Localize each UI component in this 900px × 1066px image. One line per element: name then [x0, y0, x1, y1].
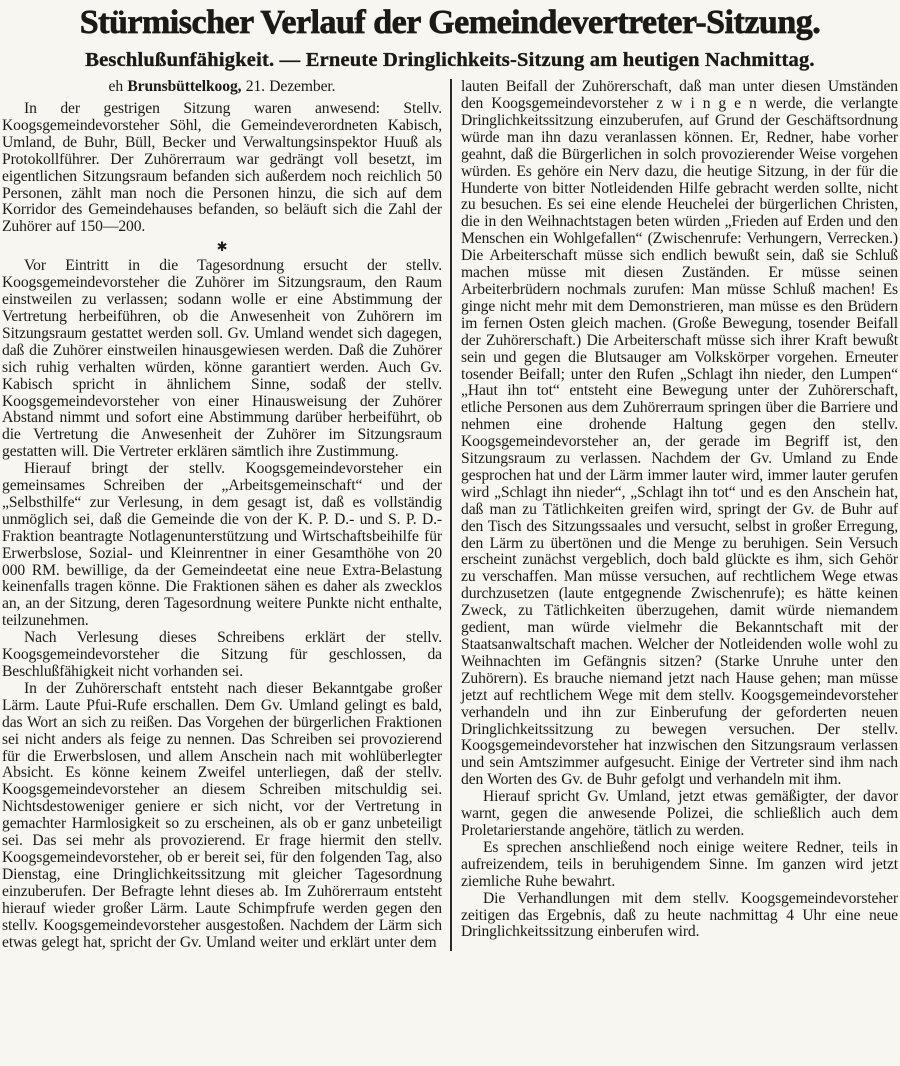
correspondent-mark: eh [108, 78, 124, 96]
article-paragraph: Hierauf bringt der stellv. Koogsgemeindevorsteher ein gemeinsames Schreiben der „Arbeitsgemeinschaft“ und der „Selbsthilfe“ zur Verlesung, in dem gesagt ist, daß es vollständig unmöglich sei, daß die Gemeinde die von der K. P. D.- und S. P. D.-Fraktion beantragte Notlagenunterstützung und Wirtschaftsbeihilfe für Erwerbslose, Sozial- und Kleinrentner in einer Gesamthöhe von 20 000 RM. bewillige, da der Gemeindeetat eine neue Extra-Belastung keinenfalls tragen könne. Die Fraktionen sähen es daher als zwecklos an, an der Sitzung, deren Tagesordnung weitere Punkte nicht enthalte, teilzunehmen. [2, 460, 442, 630]
right-column-paragraphs [461, 79, 898, 941]
article-paragraph: Nach Verlesung dieses Schreibens erklärt der stellv. Koogsgemeindevorsteher die Sitzung für geschlossen, da Beschlußfähigkeit nicht vorhanden sei. [2, 629, 442, 680]
article-paragraph: Vor Eintritt in die Tagesordnung ersucht der stellv. Koogsgemeindevorsteher die Zuhörer im Sitzungsraum, den Raum einstweilen zu verlassen; sodann wolle er eine Abstimmung der Vertretung herbeiführen, ob die Anwesenheit von Zuhörern im Sitzungsraum gestattet werden soll. Gv. Umland wendet sich dagegen, daß die Zuhörer einstweilen hinausgewiesen werden. Daß die Zuhörer sich ruhig verhalten würden, könne garantiert werden. Auch Gv. Kabisch spricht in ähnlichem Sinne, sodaß der stellv. Koogsgemeindevorsteher von einer Hinausweisung der Zuhörer Abstand nimmt und sofort eine Abstimmung darüber herbeiführt, ob die Vertretung die Anwesenheit der Zuhörer im Sitzungsraum gestatten will. Die Vertreter erklären sämtlich ihre Zustimmung. [2, 257, 442, 461]
subheadline: Beschlußunfähigkeit. — Erneute Dringlichkeits-Sitzung am heutigen Nachmittag. [85, 48, 815, 71]
article-paragraph: Die Verhandlungen mit dem stellv. Koogsgemeindevorsteher zeitigen das Ergebnis, daß zu heute nachmittag 4 Uhr eine neue Dringlichkeitssitzung einberufen wird. [461, 889, 898, 941]
dateline [2, 79, 442, 96]
article-paragraph: lauten Beifall der Zuhörerschaft, daß man unter diesen Umständen den Koogsgemeindevorsteher z w i n g e n werde, die verlangte Dringlichkeitssitzung einzuberufen, auf Grund der Geschäftsordnung würde man ihn dazu veranlassen können. Er, Redner, habe vorher geahnt, daß die Bürgerlichen in solch provozierender Weise vorgehen würden. Es gehöre ein Nerv dazu, die heutige Sitzung, in der für die Hunderte von bitter Notleidenden Hilfe gebracht werden sollte, nicht zu besuchen. Es sei eine elende Heuchelei der bürgerlichen Christen, die in den Weihnachtstagen beten würden „Frieden auf Erden und den Menschen ein Wohlgefallen“ (Zwischenrufe: Verhungern, Verrecken.) Die Arbeiterschaft müsse sich endlich bewußt sein, daß sie Schluß machen müsse mit diesen Zuständen. Er müsse seinen Arbeiterbrüdern nochmals zurufen: Man müsse Schluß machen! Es ginge nicht mehr mit dem Demonstrieren, man müsse es den Brüdern im fernen Osten gleich machen. (Große Bewegung, tosender Beifall der Zuhörerschaft.) Die Arbeiterschaft müsse sich ihrer Kraft bewußt sein und gegen die Blutsauger am Volkskörper vorgehen. Erneuter tosender Beifall; unter den Rufen „Schlagt ihn nieder, den Lumpen“ „Haut ihn tot“ entsteht eine Bewegung unter der Zuhörerschaft, etliche Personen aus dem Zuhörerraum springen über die Barriere und nehmen eine drohende Haltung gegen den stellv. Koogsgemeindevorsteher an, der gerade im Begriff ist, den Sitzungsraum zu verlassen. Nachdem der Gv. Umland zu Ende gesprochen hat und der Lärm immer lauter wird, immer lauter gerufen wird „Schlagt ihn nieder“, „Schlagt ihn tot“ und es den Anschein hat, daß man zu Tätlichkeiten greifen wird, springt der Gv. de Buhr auf den Tisch des Sitzungssaales und versucht, selbst in großer Erregung, den Lärm zu übertönen und die Menge zu beruhigen. Sein Versuch erscheint zunächst vergeblich, doch bald glückte es ihm, sich Gehör zu verschaffen. Man müsse versuchen, auf rechtlichem Wege etwas durchzusetzen (laute entgegnende Zwischenrufe); es hätte keinen Zweck, zu Tätlichkeiten überzugehen, damit würde niemandem gedient, man würde vielmehr die Bekanntschaft mit der Staatsanwaltschaft machen. Welcher der Notleidenden wolle wohl zu Weihnachten im Gefängnis sitzen? (Starke Unruhe unter den Zuhörern). Es brauche niemand jetzt nach Hause gehen; man müsse jetzt auf rechtlichem Wege mit dem stellv. Koogsgemeindevorsteher verhandeln und ihn zur Einberufung der geforderten neuen Dringlichkeitssitzung zu bewegen versuchen. Der stellv. Koogsgemeindevorsteher hat inzwischen den Sitzungsraum verlassen und sein Amtszimmer aufgesucht. Einige der Vertreter sind ihm nach den Worten des Gv. de Buhr gefolgt und verhandeln mit ihm. [461, 78, 898, 789]
article-body [2, 79, 898, 951]
article-paragraph: In der Zuhörerschaft entsteht nach dieser Bekanntgabe großer Lärm. Laute Pfui-Rufe erschallen. Dem Gv. Umland gelingt es bald, das Wort an sich zu reißen. Das Vorgehen der bürgerlichen Fraktionen sei nicht anders als feige zu nennen. Das Schreiben sei provozierend für die Erwerbslosen, und allem Anschein nach mit wohlüberlegter Absicht. Es könne keinem Zweifel unterliegen, daß der stellv. Koogsgemeindevorsteher an diesem Schreiben mitschuldig sei. Nichtsdestoweniger geniere er sich nicht, vor der Vertretung in gemachter Harmlosigkeit so zu erscheinen, als ob er ganz unbeteiligt sei. Das sei mehr als provozierend. Er frage hiermit den stellv. Koogsgemeindevorsteher, ob er bereit sei, für den folgenden Tag, also Dienstag, eine Dringlichkeitssitzung mit gleicher Tagesordnung einzuberufen. Der Befragte lehnt dieses ab. Im Zuhörerraum entsteht hierauf wieder großer Lärm. Laute Schimpfrufe werden gegen den stellv. Koogsgemeindevorsteher ausgestoßen. Nachdem der Lärm sich etwas gelegt hat, spricht der Gv. Umland weiter und erklärt unter dem [2, 679, 442, 951]
article-paragraph: Hierauf spricht Gv. Umland, jetzt etwas gemäßigter, der davor warnt, gegen die anwesende Polizei, die schließlich auch dem Proletarierstande angehöre, tätlich zu werden. [461, 788, 898, 839]
headline: Stürmischer Verlauf der Gemeindevertreter-Sitzung. [79, 4, 821, 41]
section-divider-star: ✱ [216, 239, 228, 255]
dateline-place: Brunsbüttelkoog, [127, 78, 242, 96]
dateline-date: 21. Dezember. [245, 78, 336, 96]
left-column [2, 79, 450, 951]
article-paragraph: Es sprechen anschließend noch einige weitere Redner, teils in aufreizendem, teils in beruhigendem Sinne. Im ganzen wird jetzt ziemliche Ruhe bewahrt. [461, 838, 898, 890]
article-header [2, 2, 898, 72]
right-column [450, 79, 898, 951]
left-column-paragraphs [2, 101, 442, 951]
article-paragraph: In der gestrigen Sitzung waren anwesend: Stellv. Koogsgemeindevorsteher Söhl, die Gemeindeverordneten Kabisch, Umland, de Buhr, Büll, Becker und Verwaltungsinspektor Huuß als Protokollführer. Der Zuhörerraum war gedrängt voll besetzt, im eigentlichen Sitzungsraum befanden sich außerdem noch reichlich 50 Personen, zählt man noch die Personen hinzu, die sich auf dem Korridor des Gemeindehauses befanden, so beläuft sich die Zahl der Zuhörer auf 150—200. [2, 100, 442, 236]
